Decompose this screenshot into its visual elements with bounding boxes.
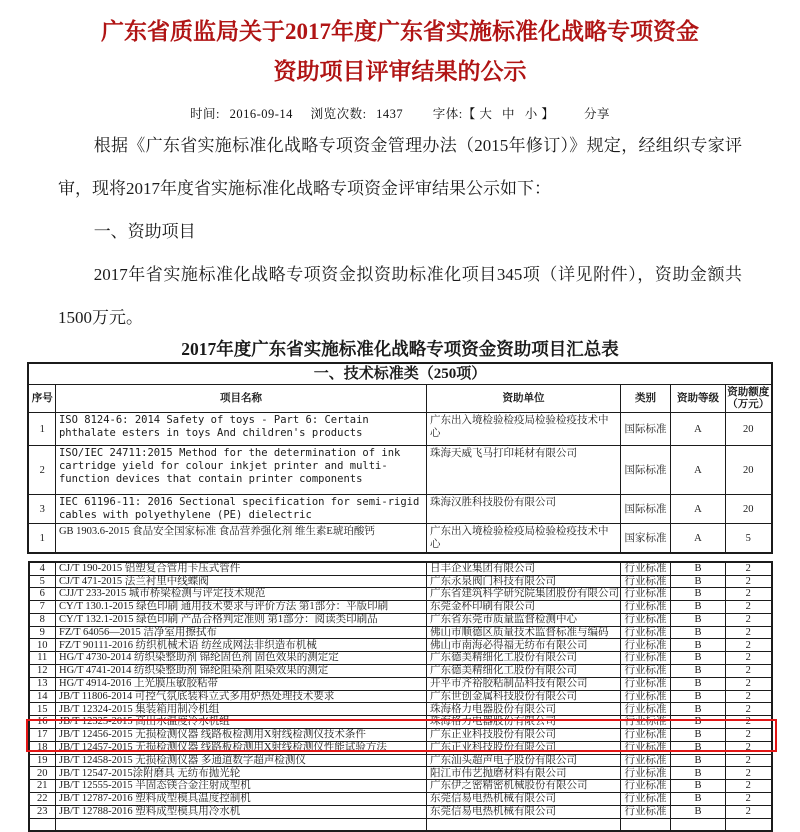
grade-label: B bbox=[671, 793, 726, 806]
project-name: ISO 8124-6: 2014 Safety of toys - Part 6: Certain phthalate esters in toys And children's products bbox=[55, 413, 426, 446]
funded-org: 珠海格力电器股份有限公司 bbox=[427, 716, 621, 729]
empty-cell bbox=[427, 818, 621, 831]
amount-value: 2 bbox=[726, 729, 772, 742]
table-row bbox=[29, 626, 772, 639]
row-seq: 7 bbox=[29, 601, 56, 614]
row-seq: 21 bbox=[29, 780, 56, 793]
funded-org: 广东汕头超声电子股份有限公司 bbox=[427, 754, 621, 767]
funded-org: 阳江市伟艺抛磨材料有限公司 bbox=[427, 767, 621, 780]
amount-value: 20 bbox=[725, 446, 771, 495]
table-row bbox=[29, 588, 772, 601]
amount-value: 2 bbox=[726, 613, 772, 626]
table-row bbox=[28, 524, 771, 554]
category-label: 行业标准 bbox=[621, 754, 671, 767]
funded-org: 东莞信易电热机械有限公司 bbox=[427, 805, 621, 818]
category-label: 行业标准 bbox=[621, 626, 671, 639]
amount-value: 2 bbox=[726, 639, 772, 652]
amount-value: 2 bbox=[726, 677, 772, 690]
row-seq: 1 bbox=[28, 413, 55, 446]
table-row bbox=[29, 639, 772, 652]
amount-value: 2 bbox=[726, 754, 772, 767]
grade-label: B bbox=[671, 613, 726, 626]
grade-label: B bbox=[671, 690, 726, 703]
grade-label: B bbox=[671, 601, 726, 614]
funded-org: 广东世创金属科技股份有限公司 bbox=[427, 690, 621, 703]
project-name: ISO/IEC 24711:2015 Method for the determination of ink cartridge yield for colour inkjet printer and multi-function devices that contain printer components bbox=[55, 446, 426, 495]
table-row bbox=[28, 495, 771, 524]
table-row bbox=[29, 793, 772, 806]
funded-org: 佛山市南海必得福无纺布有限公司 bbox=[427, 639, 621, 652]
amount-value: 2 bbox=[726, 805, 772, 818]
funded-org: 广东正业科技股份有限公司 bbox=[427, 729, 621, 742]
funded-org: 广东省建筑科学研究院集团股份有限公司 bbox=[427, 588, 621, 601]
funded-org: 东莞信易电热机械有限公司 bbox=[427, 793, 621, 806]
row-seq: 10 bbox=[29, 639, 56, 652]
row-seq: 14 bbox=[29, 690, 56, 703]
empty-cell bbox=[621, 818, 671, 831]
category-label: 行业标准 bbox=[621, 741, 671, 754]
category-label: 行业标准 bbox=[621, 562, 671, 575]
grade-label: A bbox=[670, 524, 725, 554]
category-label: 国际标准 bbox=[620, 495, 670, 524]
table-row bbox=[29, 562, 772, 575]
row-seq: 15 bbox=[29, 703, 56, 716]
project-name: JB/T 12456-2015 无损检测仪器 线路板检测用X射线检测仪技术条件 bbox=[56, 729, 427, 742]
grade-label: B bbox=[671, 805, 726, 818]
view-count-label: 浏览次数: bbox=[310, 107, 367, 121]
amount-value: 2 bbox=[726, 588, 772, 601]
font-size-label-close: 】 bbox=[541, 107, 555, 121]
funded-org: 广东省东莞市质量监督检测中心 bbox=[427, 613, 621, 626]
category-label: 行业标准 bbox=[621, 677, 671, 690]
amount-value: 2 bbox=[726, 665, 772, 678]
column-header-category: 类别 bbox=[620, 385, 670, 413]
row-seq: 3 bbox=[28, 495, 55, 524]
category-label: 行业标准 bbox=[621, 690, 671, 703]
row-seq: 6 bbox=[29, 588, 56, 601]
amount-value: 2 bbox=[726, 562, 772, 575]
article-body bbox=[58, 124, 742, 339]
font-size-large-button[interactable]: 大 bbox=[479, 107, 493, 121]
amount-value: 2 bbox=[726, 767, 772, 780]
funded-org: 广东德美精细化工股份有限公司 bbox=[427, 665, 621, 678]
table-row bbox=[29, 652, 772, 665]
category-label: 国际标准 bbox=[620, 446, 670, 495]
article-meta bbox=[0, 104, 800, 122]
table-row bbox=[29, 677, 772, 690]
column-header-amount: 资助额度（万元） bbox=[725, 385, 771, 413]
project-name: JB/T 12555-2015 半固态镁合金注射成型机 bbox=[56, 780, 427, 793]
category-label: 行业标准 bbox=[621, 780, 671, 793]
table-row bbox=[29, 716, 772, 729]
font-size-small-button[interactable]: 小 bbox=[524, 107, 538, 121]
project-name: FZ/T 64056—2015 洁净室用擦拭布 bbox=[56, 626, 427, 639]
amount-value: 2 bbox=[726, 626, 772, 639]
grade-label: B bbox=[671, 716, 726, 729]
project-name: HG/T 4741-2014 纺织染整助剂 锦纶阻染剂 阻染效果的测定 bbox=[56, 665, 427, 678]
project-name: JB/T 12325-2015 高出水温度冷水机组 bbox=[56, 716, 427, 729]
page-title-line2: 资助项目评审结果的公示 bbox=[273, 59, 527, 84]
table-row bbox=[29, 665, 772, 678]
category-label: 行业标准 bbox=[621, 703, 671, 716]
table-row bbox=[28, 446, 771, 495]
section-heading: 一、资助项目 bbox=[93, 222, 196, 241]
empty-cell bbox=[56, 818, 427, 831]
table-row bbox=[29, 754, 772, 767]
row-seq: 5 bbox=[29, 575, 56, 588]
category-label: 行业标准 bbox=[621, 805, 671, 818]
category-label: 行业标准 bbox=[621, 588, 671, 601]
funded-org: 珠海汉胜科技股份有限公司 bbox=[426, 495, 620, 524]
project-name: JB/T 12458-2015 无损检测仪器 多通道数字超声检测仪 bbox=[56, 754, 427, 767]
funded-org: 广东正业科技股份有限公司 bbox=[427, 741, 621, 754]
amount-value: 2 bbox=[726, 690, 772, 703]
grade-label: B bbox=[671, 729, 726, 742]
row-seq: 1 bbox=[28, 524, 55, 554]
funded-org: 东莞金杯印刷有限公司 bbox=[427, 601, 621, 614]
table-section-label: 一、技术标准类（250项） bbox=[28, 363, 771, 385]
funded-org: 广东永泉阀门科技有限公司 bbox=[427, 575, 621, 588]
amount-value: 20 bbox=[725, 413, 771, 446]
grade-label: B bbox=[671, 754, 726, 767]
row-seq: 8 bbox=[29, 613, 56, 626]
grade-label: B bbox=[671, 588, 726, 601]
category-label: 行业标准 bbox=[621, 575, 671, 588]
funded-org: 广东伊之密精密机械股份有限公司 bbox=[427, 780, 621, 793]
grade-label: B bbox=[671, 639, 726, 652]
funded-org: 日丰企业集团有限公司 bbox=[427, 562, 621, 575]
category-label: 行业标准 bbox=[621, 716, 671, 729]
table-header-row bbox=[28, 385, 771, 413]
row-seq: 18 bbox=[29, 741, 56, 754]
project-name: IEC 61196-11: 2016 Sectional specification for semi-rigid cables with polyethylene (PE) dielectric bbox=[55, 495, 426, 524]
table-row bbox=[29, 729, 772, 742]
publish-time-value: 2016-09-14 bbox=[229, 107, 293, 121]
project-name: JB/T 12547-2015涂附磨具 无纺布抛光轮 bbox=[56, 767, 427, 780]
amount-value: 2 bbox=[726, 652, 772, 665]
column-header-seq: 序号 bbox=[28, 385, 55, 413]
table-row bbox=[29, 805, 772, 818]
intro-paragraph: 根据《广东省实施标准化战略专项资金管理办法（2015年修订）》规定，经组织专家评审，现将2017年度省实施标准化战略专项资金评审结果公示如下： bbox=[58, 136, 742, 198]
grade-label: A bbox=[670, 446, 725, 495]
grade-label: B bbox=[671, 703, 726, 716]
page-title bbox=[0, 12, 800, 92]
amount-value: 2 bbox=[726, 703, 772, 716]
amount-value: 2 bbox=[726, 716, 772, 729]
project-name: CJJ/T 233-2015 城市桥梁检测与评定技术规范 bbox=[56, 588, 427, 601]
amount-value: 20 bbox=[725, 495, 771, 524]
column-header-org: 资助单位 bbox=[426, 385, 620, 413]
funded-org: 广东出入境检验检疫局检验检疫技术中心 bbox=[426, 524, 620, 554]
empty-cell bbox=[726, 818, 772, 831]
category-label: 行业标准 bbox=[621, 665, 671, 678]
funded-org: 珠海天威飞马打印耗材有限公司 bbox=[426, 446, 620, 495]
amount-value: 2 bbox=[726, 575, 772, 588]
row-seq: 11 bbox=[29, 652, 56, 665]
project-name: JB/T 12324-2015 集装箱用制冷机组 bbox=[56, 703, 427, 716]
font-size-label: 字体:【 bbox=[432, 107, 476, 121]
grade-label: A bbox=[670, 413, 725, 446]
project-name: CJ/T 471-2015 法兰衬里中线蝶阀 bbox=[56, 575, 427, 588]
share-link[interactable]: 分享 bbox=[583, 107, 610, 121]
grade-label: B bbox=[671, 767, 726, 780]
project-name: HG/T 4730-2014 纺织染整助剂 锦纶固色剂 固色效果的测定定 bbox=[56, 652, 427, 665]
intro-paragraph-2: 2017年省实施标准化战略专项资金拟资助标准化项目345项（详见附件），资助金额共1500万元。 bbox=[58, 265, 742, 327]
category-label: 行业标准 bbox=[621, 652, 671, 665]
project-name: HG/T 4914-2016 上光膜压敏胶粘带 bbox=[56, 677, 427, 690]
row-seq: 19 bbox=[29, 754, 56, 767]
row-seq: 2 bbox=[28, 446, 55, 495]
grade-label: B bbox=[671, 677, 726, 690]
table-row bbox=[29, 767, 772, 780]
row-seq: 9 bbox=[29, 626, 56, 639]
category-label: 国家标准 bbox=[620, 524, 670, 554]
row-seq: 12 bbox=[29, 665, 56, 678]
amount-value: 5 bbox=[725, 524, 771, 554]
grade-label: B bbox=[671, 575, 726, 588]
table-row bbox=[29, 741, 772, 754]
amount-value: 2 bbox=[726, 741, 772, 754]
project-name: GB 1903.6-2015 食品安全国家标准 食品营养强化剂 维生素E琥珀酸钙 bbox=[55, 524, 426, 554]
funded-org: 开平市齐裕胶粘制品科技有限公司 bbox=[427, 677, 621, 690]
table-row bbox=[29, 780, 772, 793]
project-name: CJ/T 190-2015 铝塑复合管用卡压式管件 bbox=[56, 562, 427, 575]
table-row bbox=[29, 703, 772, 716]
view-count-value: 1437 bbox=[376, 107, 404, 121]
category-label: 行业标准 bbox=[621, 729, 671, 742]
clipped-next-row bbox=[29, 818, 772, 831]
row-seq: 17 bbox=[29, 729, 56, 742]
funded-org: 珠海格力电器股份有限公司 bbox=[427, 703, 621, 716]
grade-label: A bbox=[670, 495, 725, 524]
column-header-grade: 资助等级 bbox=[670, 385, 725, 413]
grade-label: B bbox=[671, 652, 726, 665]
grade-label: B bbox=[671, 665, 726, 678]
project-name: JB/T 12457-2015 无损检测仪器 线路板检测用X射线检测仪性能试验方法 bbox=[56, 741, 427, 754]
table-row bbox=[29, 575, 772, 588]
table-row bbox=[28, 413, 771, 446]
row-seq: 22 bbox=[29, 793, 56, 806]
table-row bbox=[29, 613, 772, 626]
summary-table-industry bbox=[28, 561, 773, 832]
project-name: JB/T 11806-2014 可控气氛底装料立式多用炉热处理技术要求 bbox=[56, 690, 427, 703]
publish-time-label: 时间: bbox=[190, 107, 220, 121]
project-name: CY/T 130.1-2015 绿色印刷 通用技术要求与评价方法 第1部分：平版印刷 bbox=[56, 601, 427, 614]
amount-value: 2 bbox=[726, 780, 772, 793]
category-label: 国际标准 bbox=[620, 413, 670, 446]
category-label: 行业标准 bbox=[621, 793, 671, 806]
category-label: 行业标准 bbox=[621, 767, 671, 780]
project-name: CY/T 132.1-2015 绿色印刷 产品合格判定准则 第1部分：阅读类印刷品 bbox=[56, 613, 427, 626]
row-seq: 4 bbox=[29, 562, 56, 575]
category-label: 行业标准 bbox=[621, 601, 671, 614]
grade-label: B bbox=[671, 562, 726, 575]
project-name: JB/T 12787-2016 塑料成型模具温度控制机 bbox=[56, 793, 427, 806]
summary-table-top bbox=[27, 362, 772, 554]
table-section-row bbox=[28, 363, 771, 385]
page-root bbox=[0, 12, 800, 817]
amount-value: 2 bbox=[726, 793, 772, 806]
row-seq: 23 bbox=[29, 805, 56, 818]
table-row bbox=[29, 601, 772, 614]
row-seq: 16 bbox=[29, 716, 56, 729]
project-name: JB/T 12788-2016 塑料成型模具用冷水机 bbox=[56, 805, 427, 818]
category-label: 行业标准 bbox=[621, 613, 671, 626]
amount-value: 2 bbox=[726, 601, 772, 614]
page-title-line1: 广东省质监局关于2017年度广东省实施标准化战略专项资金 bbox=[101, 19, 699, 44]
grade-label: B bbox=[671, 741, 726, 754]
row-seq: 13 bbox=[29, 677, 56, 690]
row-seq: 20 bbox=[29, 767, 56, 780]
font-size-medium-button[interactable]: 中 bbox=[502, 107, 516, 121]
grade-label: B bbox=[671, 780, 726, 793]
funded-org: 广东出入境检验检疫局检验检疫技术中心 bbox=[426, 413, 620, 446]
empty-cell bbox=[671, 818, 726, 831]
column-header-project: 项目名称 bbox=[55, 385, 426, 413]
grade-label: B bbox=[671, 626, 726, 639]
category-label: 行业标准 bbox=[621, 639, 671, 652]
project-name: FZ/T 90111-2016 纺织机械术语 纺丝成网法非织造布机械 bbox=[56, 639, 427, 652]
table-title: 2017年度广东省实施标准化战略专项资金资助项目汇总表 bbox=[181, 339, 619, 359]
empty-cell bbox=[29, 818, 56, 831]
table-row bbox=[29, 690, 772, 703]
funded-org: 广东德美精细化工股份有限公司 bbox=[427, 652, 621, 665]
funded-org: 佛山市顺德区质量技术监督标准与编码 bbox=[427, 626, 621, 639]
